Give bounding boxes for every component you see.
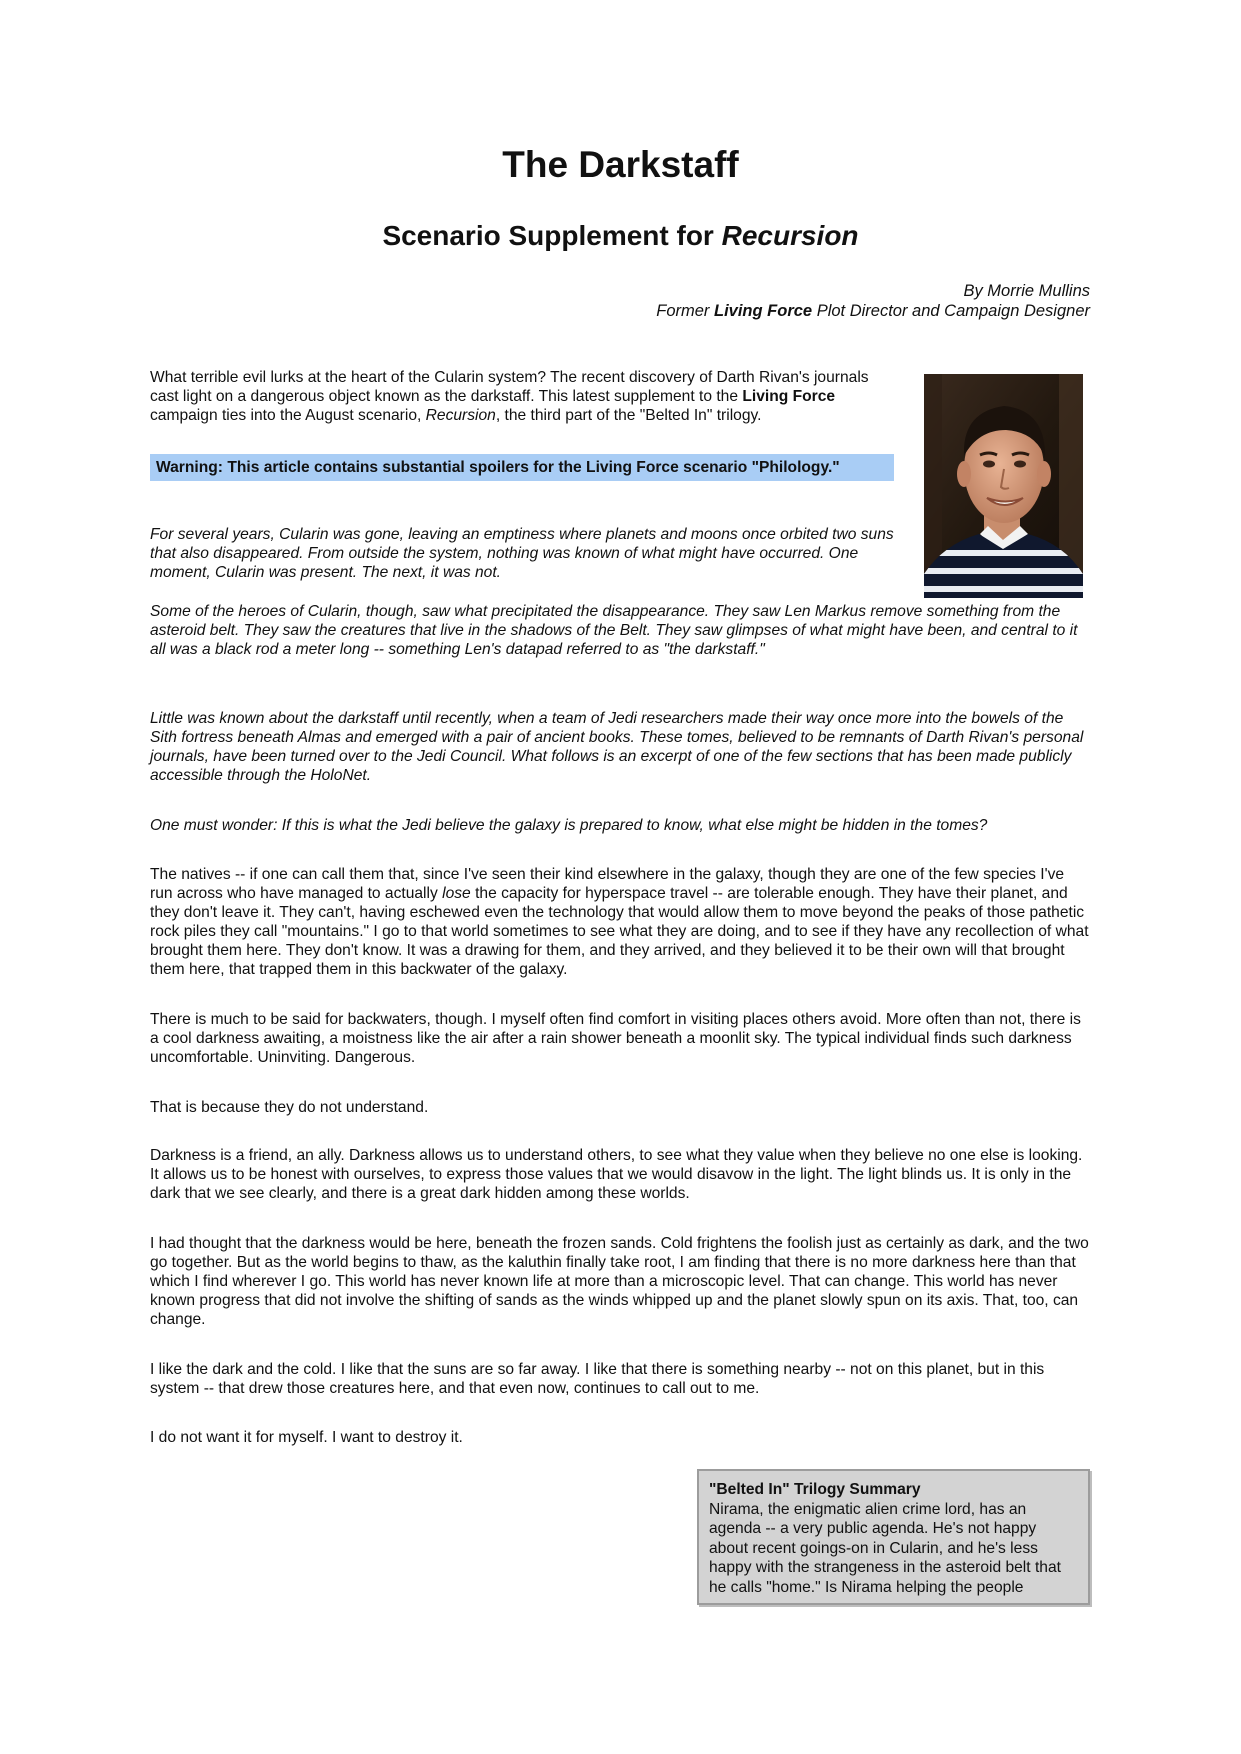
intro-bold-1: Living Force: [742, 388, 836, 405]
journal-paragraph-5: I had thought that the darkness would be here, beneath the frozen sands. Cold frightens the foolish just as certainly as dark, and the two go together. But as the world begins to thaw, as the kaluthin finally take root, I am finding that there is no more darkness here than that which I find wherever I go. This world has never known life at more than a microscopic level. That can change. This world has never known progress that did not involve the shifting of sands as the winds whipped up and the planet slowly spun on its axis. That, too, can change.: [150, 1235, 1089, 1328]
byline-role-suffix: Plot Director and Campaign Designer: [812, 302, 1090, 320]
journal-paragraph-1-b: the capacity for hyperspace travel -- are tolerable enough. They have their planet, and they don't leave it. They can't, having eschewed even the technology that would allow them to move beyond the peaks of those pathetic rock piles they call "mountains." I go to that world sometimes to see what they are doing, and to see if they have any recollection of what brought them here. They don't know. It was a drawing for them, and they arrived, and they believed it to be their own will that brought them here, that trapped them in this backwater of the galaxy.: [150, 885, 1089, 978]
intro-emph-1: Recursion: [425, 407, 496, 424]
intro-text-2: campaign ties into the August scenario,: [150, 407, 426, 424]
author-photo: [924, 374, 1083, 598]
trilogy-summary-title: "Belted In" Trilogy Summary: [709, 1481, 921, 1498]
intro-text-3: , the third part of the "Belted In" trilogy.: [495, 407, 762, 424]
byline: [656, 281, 1090, 321]
spoiler-warning: Warning: This article contains substantial spoilers for the Living Force scenario "Philology.": [150, 454, 894, 481]
byline-author: By Morrie Mullins: [963, 282, 1090, 300]
byline-role: [656, 301, 1090, 321]
journal-paragraph-1-a: The natives -- if one can call them that, since I've seen their kind elsewhere in the galaxy, though they are one of the few species I've run across who have managed to actually: [150, 866, 1065, 902]
italic-paragraph-2: Some of the heroes of Cularin, though, saw what precipitated the disappearance. They saw Len Markus remove something from the asteroid belt. They saw the creatures that live in the shadows of the Belt. They saw glimpses of what might have been, and central to it all was a black rod a meter long -- something Len's datapad referred to as "the darkstaff.": [150, 603, 1078, 658]
journal-paragraph-4: Darkness is a friend, an ally. Darkness allows us to understand others, to see what they value when they believe no one else is looking. It allows us to be honest with ourselves, to express those values that we would disavow in the light. The light blinds us. It is only in the dark that we see clearly, and there is a great dark hidden among these worlds.: [150, 1147, 1083, 1202]
trilogy-summary-body: Nirama, the enigmatic alien crime lord, has an agenda -- a very public agenda. He's not happy about recent goings-on in Cularin, and he's less happy with the strangeness in the asteroid belt that he calls "home." Is Nirama helping the people: [709, 1500, 1061, 1596]
subtitle-prefix: Scenario Supplement for: [382, 220, 722, 251]
intro-paragraph: [150, 368, 890, 425]
italic-paragraph-1: For several years, Cularin was gone, leaving an emptiness where planets and moons once orbited two suns that also disappeared. From outside the system, nothing was known of what might have occurred. One moment, Cularin was present. The next, it was not.: [150, 526, 894, 581]
document-subtitle: [0, 220, 1241, 252]
journal-paragraph-3: That is because they do not understand.: [150, 1099, 429, 1116]
author-photo-icon: [924, 374, 1083, 598]
intro-text-1: What terrible evil lurks at the heart of the Cularin system? The recent discovery of Darth Rivan's journals cast light on a dangerous object known as the darkstaff. This latest supplement to the: [150, 369, 869, 405]
document-title: The Darkstaff: [502, 144, 739, 185]
byline-role-prefix: Former: [656, 302, 714, 320]
journal-paragraph-1: [150, 865, 1090, 979]
journal-paragraph-7: I do not want it for myself. I want to destroy it.: [150, 1429, 463, 1446]
journal-paragraph-1-emph: lose: [442, 885, 471, 902]
subtitle-emphasis: Recursion: [721, 220, 859, 251]
trilogy-summary-box: [697, 1469, 1090, 1605]
italic-paragraph-3: Little was known about the darkstaff until recently, when a team of Jedi researchers made their way once more into the bowels of the Sith fortress beneath Almas and emerged with a pair of ancient books. These tomes, believed to be remnants of Darth Rivan's personal journals, have been turned over to the Jedi Council. What follows is an excerpt of one of the few sections that has been made publicly accessible through the HoloNet.: [150, 710, 1084, 784]
byline-role-bold: Living Force: [714, 302, 813, 320]
journal-paragraph-2: There is much to be said for backwaters, though. I myself often find comfort in visiting places others avoid. More often than not, there is a cool darkness awaiting, a moistness like the air after a rain shower beneath a moonlit sky. The typical individual finds such darkness uncomfortable. Uninviting. Dangerous.: [150, 1011, 1081, 1066]
journal-paragraph-6: I like the dark and the cold. I like that the suns are so far away. I like that there is something nearby -- not on this planet, but in this system -- that drew those creatures here, and that even now, continues to call out to me.: [150, 1361, 1045, 1397]
italic-paragraph-4: One must wonder: If this is what the Jedi believe the galaxy is prepared to know, what else might be hidden in the tomes?: [150, 817, 988, 834]
